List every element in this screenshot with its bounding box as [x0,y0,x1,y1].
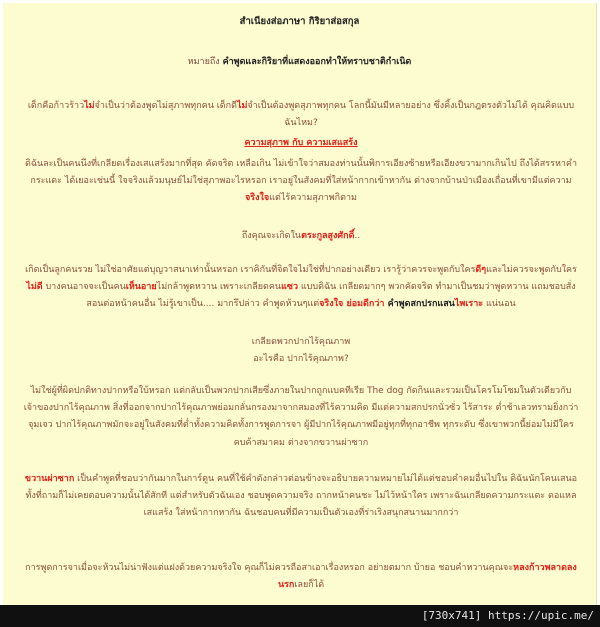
highlight-text: จริงใจ ย่อมดีกว่า [319,299,385,310]
text-line: เกลียดพวกปากไร้คุณภาพ [251,337,351,347]
page-title: สำเนียงส่อภาษา กิริยาส่อสกุล [239,16,360,27]
highlight-text: ดีๆ [475,265,487,275]
text-segment: จำเป็นว่าต้องพูดไม่สุภาพทุกคน เด็กดี [94,101,237,111]
highlight-text: เห็นอาย [125,282,157,293]
paragraph-5 [23,334,579,368]
paragraph-2 [23,156,579,208]
paragraph-1 [23,98,579,132]
text-line: อะไรคือ ปากไร้คุณภาพ? [253,354,349,365]
text-segment: ไม่กล้าพูดหวาน เพราะเกลียดคน [156,282,282,293]
text-segment: แน่นอน [483,299,516,310]
text-segment: เด็กคือก้าวร้าว [27,101,85,111]
highlight-text: ไม่ดี [26,282,43,293]
paragraph-7 [23,471,579,523]
highlight-text: ไพเราะ [454,299,484,310]
text-segment: แต่ไร้ความสุภาพกิตาม [269,193,357,204]
highlight-text: ไม่ [236,101,248,111]
image-host-footer [0,605,600,627]
highlight-text: แซว [281,282,299,293]
highlight-text: หลงก้าวพลาดลงนรก [277,563,577,591]
text-segment: จำเป็นต้องพูดสุภาพทุกคน โลกนี้มันมีหลายอย่าง ซึ่งคิ้งเป็นกฎตรงตัวไม่ได้ คุณคิดแบบฉันไหม? [247,101,575,129]
text-segment: ดิฉันละเป็นคนนึงที่เกลียดเรื่องเสแสร้งมากที่สุด คัดจริต เหลือเกิน ไม่เข้าใจว่าสมองท่านนั้นพิการเอียงซ้ายหรือเอียงขวามากเกินไป ถึงได้สรรหาคำกระแดะ ได้เยอะเช่นนี้ ใจจริงแล้วมนุษย์ไม่ใช่สุภาพอะไรหรอก เราอยู่ในสังคมที่ใส่หน้ากากเข้าหากัน ต่างจากบ้านป่าเมืองเถื่อนที่เขามีแต่ความ [24,159,577,187]
text-segment: ถึงคุณจะเกิดใน [241,231,302,241]
text-segment: เลยก็ได้ [294,580,325,591]
text-segment: เป็นคำพูดที่ชอบว่ากันมากในการ์ตูน คนที่ใช้คำดังกล่าวต่อนข้างจะอธิบายความหมายไม่ได้แต่ชอบคำคมอื่นไปใน ดิฉันนักโคนเสนอ ทั้งที่ถามก็ไม่เคยตอบความนั้นได้สักที แต่สำหรับตัวฉันเอง ชอบพูดความจริง ถากหน้าคนชะ ไม่ไว้หน้าใคร เพราะฉันเกลียดความกระแดะ ดอแหล เสแสร้ง ใส่หน้ากากหากัน ฉันชอบคนที่มีความเป็นตัวเองที่ร่าเริงสนุกสนานมากกว่า [25,474,578,519]
highlight-text: ไม่ [84,101,95,111]
image-host-link[interactable]: [730x741] https://upic.me/ [421,609,594,622]
highlight-text: ตระกูลสูงศักดิ์ [301,231,355,241]
content-panel [3,3,597,605]
highlight-text: ขวานผ่าซาก [24,474,75,484]
bold-text: คำพูดสกปรกแสน [384,299,455,310]
subheading [23,135,579,152]
paragraph-6: ไม่ใช่ผู้ที่ผิดปกติทางปากหรือใบ้หรอก แต่กลับเป็นพวกปากเสียซึ่งภายในปากถูกแบคทีเรีย The dog กัดกินและรวมเป็นโครโมโซมในตัวเดียวกับเจ้าของปากไร้คุณภาพ สิ่งที่ออกจากปากไร้คุณภาพย่อมกลั่นกรองมาจากสมองที่ไร้ความคิด มีแต่ความสกปรกนั่วซั่ว ไร้สาระ ต่ำช้าเลวทรามยิ่งกว่าจุมเจว ปากไร้คุณภาพมักจะอยู่ในสังคมที่ต่ำทั้งความคิดทั้งการพูดการจา ผู้มีปากไร้คุณภาพมีอยู่ทุกที่ทุกอาชีพ ทุกระดับ ซึ่งเขาพวกนี้ย่อมไม่มีใครคบค้าสมาคม ต่างจากขวานผ่าซาก [23,386,579,448]
definition-line [3,54,596,68]
subheading-text: ความสุภาพ กับ ความเสแสร้ง [244,138,358,148]
definition-emphasis: คำพูดและกิริยาที่แสดงออกทำให้ทราบชาติกำเนิด [222,57,412,67]
text-segment: แบบดิฉัน เกลียดมากๆ พวกคัดจริต ทำมาเป็นชมว่าพูดหวาน แถมชอบสั่งสอนต่อหน้าคนอื่น ไม่รู้เขาเป็น.... มากรึปล่าว คำพูดห้วนๆแต่ [86,282,576,310]
definition-lead: หมายถึง [187,57,223,67]
highlight-text: จริงใจ [245,193,270,204]
text-segment: การพูดการจาเมื่อจะห้วนไม่น่าฟังแต่แฝงด้วยความจริงใจ คุณก็ไม่ควรถือสาเอาเรื่องหรอก อย่ายตมาก บ้ายอ ชอบคำหวานคุณจะ [25,563,514,573]
text-segment: และไม่ควรจะพูดกับใคร [486,265,577,275]
paragraph-3 [23,228,579,245]
paragraph-4 [23,262,579,314]
paragraph-8 [23,560,579,594]
text-segment: บางคนอาจจะเป็นคน [42,282,126,293]
text-segment: .. [354,231,361,241]
text-segment: เกิดเป็นลูกคนรวย ไม่ใช่อาศัยแต่บุญวาสนาเท่านั้นหรอก เราคิกันที่จิตใจไม่ใช่ที่ปากอย่างเดียว เรารู้ว่าควรจะพูดกับใคร [25,265,476,275]
